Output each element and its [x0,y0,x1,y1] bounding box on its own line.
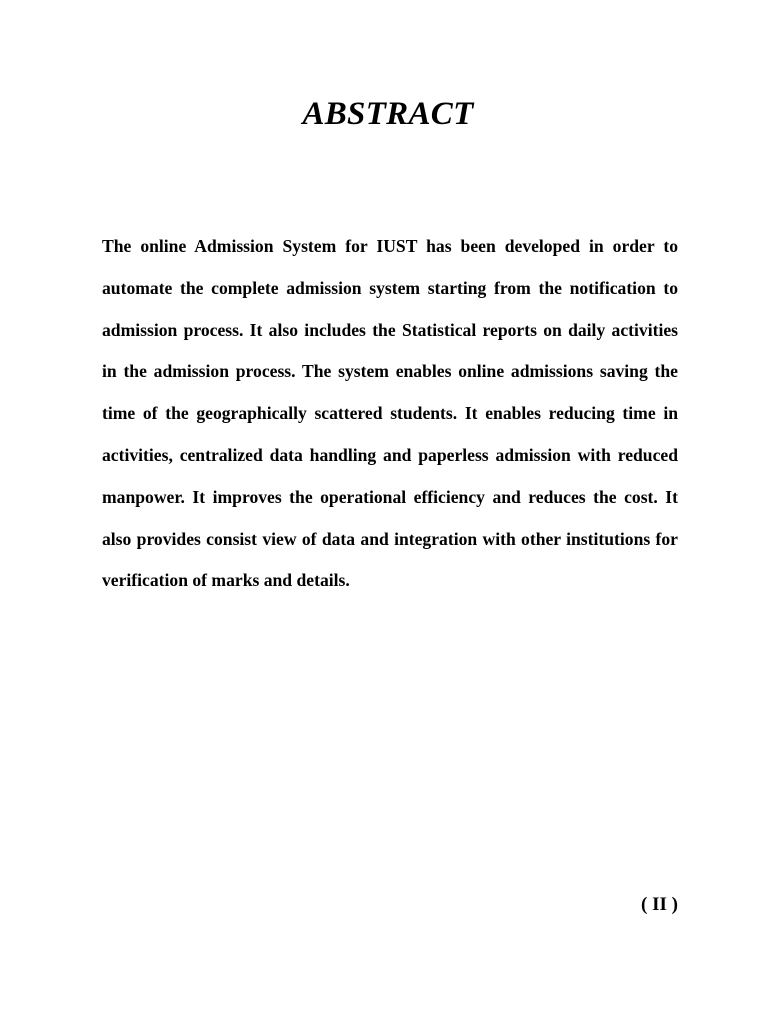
paragraph-line: activities, centralized data handling and paperless admission with reduced [102,444,678,465]
paragraph-line: The online Admission System for IUST has been developed in order to [102,236,678,256]
abstract-paragraph [102,226,678,602]
paragraph-line: admission process. It also includes the Statistical reports on daily activities [102,319,678,340]
paragraph-line: time of the geographically scattered students. It enables reducing time in [102,403,678,424]
paragraph-line: automate the complete admission system starting from the notification to [102,277,678,298]
paragraph-line: manpower. It improves the operational efficiency and reduces the cost. It [102,486,678,507]
paragraph-line: verification of marks and details. [102,570,350,591]
page-title: ABSTRACT [302,96,474,132]
paragraph-line: in the admission process. The system enables online admissions saving the [102,361,678,382]
paragraph-line: also provides consist view of data and integration with other institutions for [102,528,678,549]
page-number: ( II ) [641,894,678,915]
